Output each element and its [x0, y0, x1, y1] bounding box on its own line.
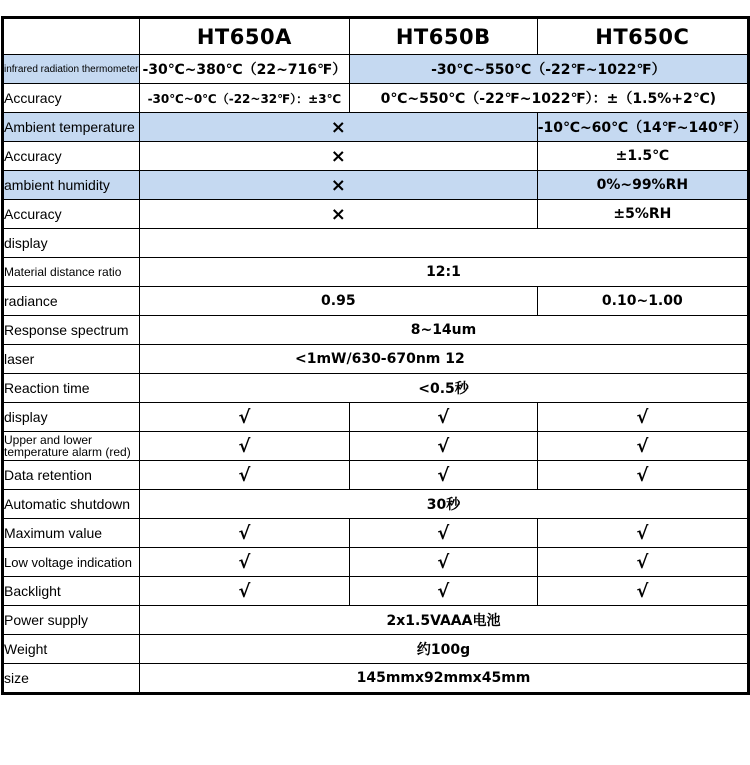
table-row: [3, 229, 749, 258]
row-label: Backlight: [3, 577, 140, 606]
row-label: Power supply: [3, 606, 140, 635]
spec-table: [1, 16, 750, 695]
spec-value: 0℃~550℃（-22℉~1022℉）：±（1.5%+2℃): [349, 84, 748, 113]
check-mark: √: [139, 519, 349, 548]
table-row: [3, 606, 749, 635]
table-row: [3, 519, 749, 548]
table-row: [3, 258, 749, 287]
check-mark: √: [537, 403, 748, 432]
spec-value: [139, 229, 748, 258]
table-row: [3, 403, 749, 432]
row-label: Ambient temperature: [3, 113, 140, 142]
spec-value: 30秒: [139, 490, 748, 519]
row-label: Maximum value: [3, 519, 140, 548]
row-label: display: [3, 403, 140, 432]
table-row: [3, 171, 749, 200]
table-row: [3, 490, 749, 519]
check-mark: √: [349, 403, 537, 432]
not-supported-mark: ×: [139, 113, 537, 142]
spec-value: ±1.5℃: [537, 142, 748, 171]
row-label: Accuracy: [3, 84, 140, 113]
spec-value: 0.10~1.00: [537, 287, 748, 316]
spec-value: ±5%RH: [537, 200, 748, 229]
spec-value: -30℃~0℃（-22~32℉）：±3℃: [139, 84, 349, 113]
row-label: Upper and lower temperature alarm (red): [3, 432, 140, 461]
row-label: laser: [3, 345, 140, 374]
not-supported-mark: ×: [139, 171, 537, 200]
spec-value: -30℃~550℃（-22℉~1022℉）: [349, 55, 748, 84]
check-mark: √: [349, 432, 537, 461]
check-mark: √: [537, 548, 748, 577]
table-row: [3, 461, 749, 490]
table-row: [3, 432, 749, 461]
table-row: [3, 374, 749, 403]
check-mark: √: [139, 577, 349, 606]
row-label: infrared radiation thermometer: [3, 55, 140, 84]
check-mark: √: [349, 577, 537, 606]
table-row: [3, 345, 749, 374]
row-label: Reaction time: [3, 374, 140, 403]
table-row: [3, 84, 749, 113]
check-mark: √: [139, 403, 349, 432]
row-label: size: [3, 664, 140, 694]
table-row: [3, 200, 749, 229]
spec-value: 8~14um: [139, 316, 748, 345]
table-row: [3, 142, 749, 171]
header-row: [3, 18, 749, 55]
table-row: [3, 316, 749, 345]
spec-value: 2x1.5VAAA电池: [139, 606, 748, 635]
check-mark: √: [537, 432, 748, 461]
model-header: HT650C: [537, 18, 748, 55]
spec-value: 0.95: [139, 287, 537, 316]
row-label: Data retention: [3, 461, 140, 490]
spec-value: -10℃~60℃（14℉~140℉）: [537, 113, 748, 142]
row-label: Low voltage indication: [3, 548, 140, 577]
spec-value: <1mW/630-670nm 12: [139, 345, 748, 374]
not-supported-mark: ×: [139, 142, 537, 171]
check-mark: √: [537, 577, 748, 606]
table-row: [3, 635, 749, 664]
model-header: HT650B: [349, 18, 537, 55]
row-label: Automatic shutdown: [3, 490, 140, 519]
model-header: HT650A: [139, 18, 349, 55]
check-mark: √: [349, 548, 537, 577]
table-row: [3, 577, 749, 606]
table-row: [3, 548, 749, 577]
spec-value: 0%~99%RH: [537, 171, 748, 200]
spec-value: 145mmx92mmx45mm: [139, 664, 748, 694]
row-label: Accuracy: [3, 142, 140, 171]
table-row: [3, 287, 749, 316]
row-label: Response spectrum: [3, 316, 140, 345]
check-mark: √: [537, 461, 748, 490]
row-label: Material distance ratio: [3, 258, 140, 287]
row-label: radiance: [3, 287, 140, 316]
table-row: [3, 55, 749, 84]
check-mark: √: [349, 519, 537, 548]
table-row: [3, 113, 749, 142]
spec-value: -30℃~380℃（22~716℉）: [139, 55, 349, 84]
check-mark: √: [139, 432, 349, 461]
row-label: display: [3, 229, 140, 258]
row-label: ambient humidity: [3, 171, 140, 200]
corner-cell: [3, 18, 140, 55]
check-mark: √: [139, 461, 349, 490]
row-label: Weight: [3, 635, 140, 664]
table-row: [3, 664, 749, 694]
spec-value: 12:1: [139, 258, 748, 287]
check-mark: √: [349, 461, 537, 490]
row-label: Accuracy: [3, 200, 140, 229]
not-supported-mark: ×: [139, 200, 537, 229]
check-mark: √: [537, 519, 748, 548]
spec-value: <0.5秒: [139, 374, 748, 403]
spec-value: 约100g: [139, 635, 748, 664]
check-mark: √: [139, 548, 349, 577]
